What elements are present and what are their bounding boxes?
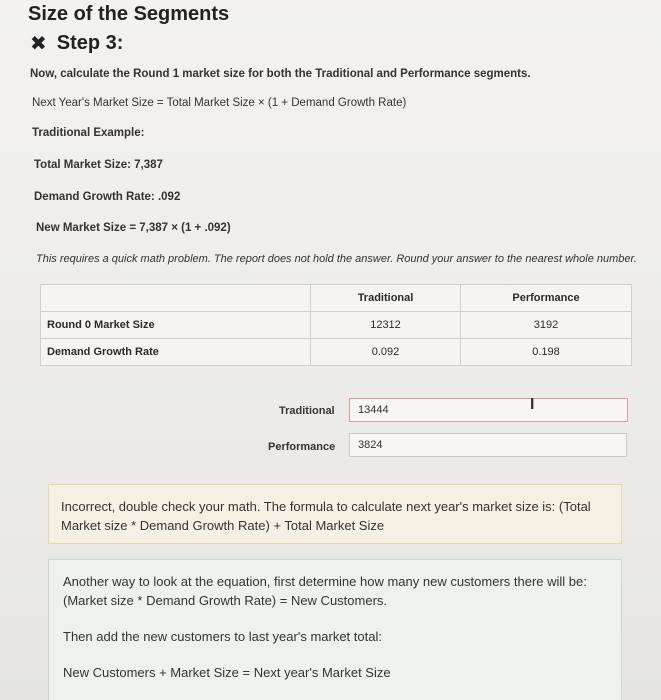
cell-traditional: 12312 xyxy=(311,312,461,339)
cell-performance: 3192 xyxy=(461,312,632,339)
market-data-table xyxy=(40,284,632,366)
table-header-row xyxy=(41,285,632,312)
x-icon: ✖ xyxy=(30,32,47,55)
example-total: Total Market Size: 7,387 xyxy=(34,159,163,171)
note-text: This requires a quick math problem. The report does not hold the answer. Round your answer to the nearest whole number. xyxy=(36,253,637,265)
hint-box xyxy=(48,559,622,700)
performance-answer-input[interactable]: 3824 xyxy=(349,433,627,457)
feedback-message: Incorrect, double check your math. The formula to calculate next year's market size is: (Total Market size * Demand Growth Rate) + Total Market Size xyxy=(48,484,622,544)
text-cursor-icon: I xyxy=(530,396,535,413)
step-label: Step 3: xyxy=(56,32,124,54)
table-row xyxy=(41,312,632,339)
hint-paragraph-2: Then add the new customers to last year's market total: xyxy=(63,629,382,644)
performance-answer-label: Performance xyxy=(268,441,336,453)
example-growth: Demand Growth Rate: .092 xyxy=(34,191,181,203)
step-heading xyxy=(30,32,123,55)
cell-traditional: 0.092 xyxy=(311,339,461,366)
hint-paragraph-3: New Customers + Market Size = Next year's Market Size xyxy=(63,665,391,680)
table-header-traditional: Traditional xyxy=(311,285,461,312)
cell-performance: 0.198 xyxy=(461,339,632,366)
traditional-answer-label: Traditional xyxy=(279,405,335,417)
row-label: Round 0 Market Size xyxy=(41,312,311,339)
instruction-text: Now, calculate the Round 1 market size for both the Traditional and Performance segments. xyxy=(30,68,531,80)
page-title: Size of the Segments xyxy=(28,3,230,25)
example-heading: Traditional Example: xyxy=(32,127,145,139)
table-header-empty xyxy=(41,285,311,312)
hint-paragraph-1: Another way to look at the equation, first determine how many new customers there will be: (Market size * Demand Growth Rate) = New Customers. xyxy=(63,574,587,608)
example-new-size: New Market Size = 7,387 × (1 + .092) xyxy=(36,222,231,234)
table-header-performance: Performance xyxy=(461,285,632,312)
formula-text: Next Year's Market Size = Total Market Size × (1 + Demand Growth Rate) xyxy=(32,97,407,109)
traditional-answer-input[interactable]: 13444 xyxy=(349,398,628,422)
table-row xyxy=(41,339,632,366)
row-label: Demand Growth Rate xyxy=(41,339,311,366)
